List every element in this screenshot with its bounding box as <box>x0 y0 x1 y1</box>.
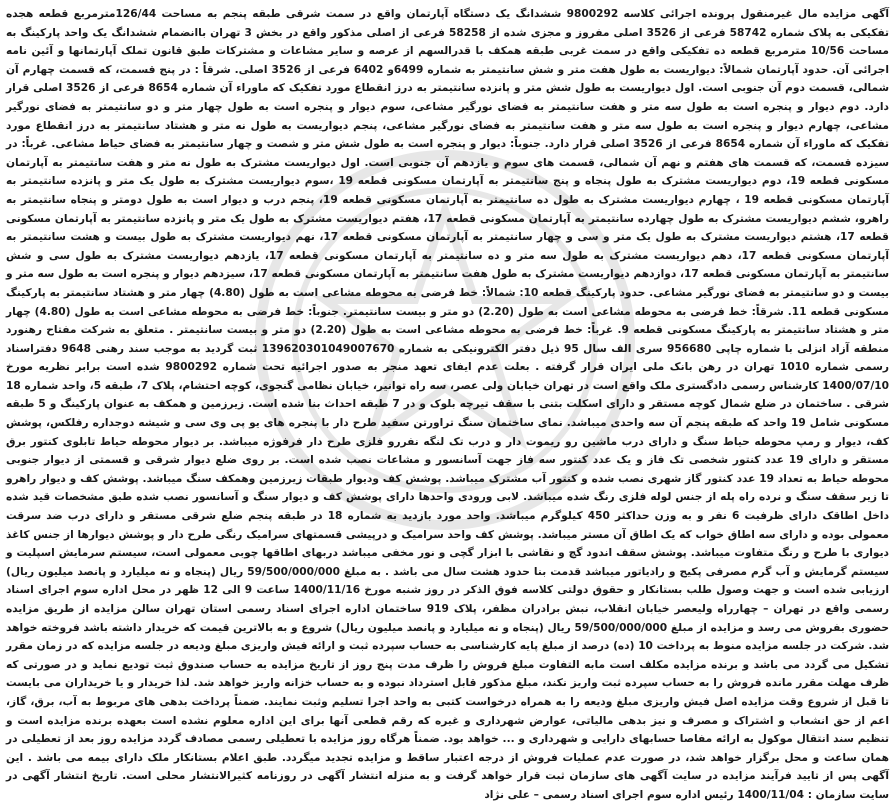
notice-sentence: جنوباً: خط فرضی به محوطه مشاعی است به طول (4.80) چهار متر و هشتاد سانتیمتر به پارکینگ مسکونی قطعه 9. <box>6 305 889 337</box>
notice-sentence: دوم دیوار و پنجره است به طول سه متر و هفت سانتیمتر به فضای نورگیر مشاعی، سوم دیوار و پنجره است به طول چهار متر و دو سانتیمتر به فضای نورگیر مشاعی، چهارم دیوار و پنجره است به طول سه متر و هفت سانتیمتر به فضای نورگیر مشاعی، پنجم دیواریست به طول نه متر و هشتاد سانتیمتر به درز انقطاع مورد تفکیک که ماوراء آن شماره 8654 فرعی از 3526 اصلی قرار دارد. <box>6 100 889 151</box>
notice-sentence: غرباً: در سیزده قسمت، که قسمت های هفتم و نهم آن شمالی، قسمت های سوم و یازدهم آن جنوبی است. <box>6 138 889 169</box>
notice-sentence: به مبلغ 59/500/000/000 ریال (پنجاه و نه میلیارد و پانصد میلیون ریال) ارزیابی شده است و جهت وصول طلب بستانکار و حقوق دولتی کلاسه فوق الذکر در روز شنبه مورخ 1400/11/16 ساعت 9 الی 12 ظهر در محل اداره سوم اجرای اسناد رسمی واقع در تهران – چهارراه ولیعصر خیابان انقلاب، نبش برادران مظفر، پلاک 919 ساختمان اداره اجرای اسناد رسمی استان تهران سالن مزایده از طریق مزایده حضوری بفروش می رسد و مزایده از مبلغ 59/500/000/000 ریال (پنجاه و نه میلیارد و پانصد میلیون ریال) شروع و به بالاترین قیمت که خریدار داشته باشد فروخته خواهد شد. <box>6 565 889 653</box>
notice-sentence: اول دیواریست به طول شش متر و پانزده سانتیمتر به درز انقطاع مورد تفکیک که ماوراء آن شماره 8654 فرعی از 3526 اصلی قرار دارد. <box>6 82 889 113</box>
notice-sentence: شرکت در جلسه مزایده منوط به پرداخت 10 (ده) درصد از مبلغ پایه کارشناسی به حساب سپرده ثبت و ارائه فیش واریزی مبلغ ودیعه در جلسه مزایده که در زمان مقرر تشکیل می گردد می باشد و برنده مزایده مکلف است مابه التفاوت مبلغ فروش را ظرف مدت پنج روز از تاریخ مزایده به حساب صندوق ثبت تودیع نماید و در صورتی که ظرف مهلت مقرر مانده فروش را به حساب سپرده ثبت واریز نکند، مبلغ مذکور قابل استرداد نبوده و به حساب خزانه واریز خواهد شد. <box>6 640 889 690</box>
notice-sentence: بعلت عدم ایفای تعهد منجر به صدور اجرائیه تحت شماره 9800292 شده است برابر نظریه مورخ 1400/07/10 کارشناس رسمی دادگستری ملک واقع است در تهران خیابان ولی عصر، سه راه توانیر، خیابان نظامی گنجوی، کوچه احتشام، پلاک 7، طبقه 5، واحد شماره 18 شرقی . <box>6 361 889 411</box>
notice-sentence: بر دیوار محوطه حیاط تابلوی کنتور برق مستقر و دارای 19 عدد کنتور شخصی تک فاز و یک عدد کنتور سه فاز جهت آسانسور و مشاعات نصب شده است. <box>6 435 889 467</box>
notice-sentence: حدود آپارتمان شمالاً: دیواریست به طول هفت متر و شش سانتیمتر به شماره 6499و 6402 فرعی از 3526 اصلی. <box>234 63 829 76</box>
notice-sentence: آگهی مزایده مال غیرمنقول پرونده اجرائی کلاسه 9800292 ششدانگ یک دستگاه آپارتمان واقع در سمت شرقی طبقه پنجم به مساحت 126/44مترمربع قطعه هجده تفکیکی به پلاک شماره 58742 فرعی از 3526 اصلی مفروز و مجزی شده از 58258 فرعی از اصلی مذکور واقع در بخش 3 تهران باانضمام ششدانگ یک واحد پارکینگ به مساحت 10/56 مترمربع قطعه ده تفکیکی واقع در سمت غربی طبقه همکف با قدرالسهم از عرصه و سایر مشاعات و مشترکات طبق قانون تملک آپارتمانها و آئین نامه اجرائی آن. <box>6 8 890 76</box>
notice-sentence: واحد مورد بازدید به شماره 18 در طبقه پنجم ضلع شرقی مستقر و دارای درب ضد سرقت معمولی بوده و دارای سه اطاق خواب که یک اطاق آن مستر میباشد. <box>6 510 889 541</box>
notice-sentence: پوشش سقف اندود گچ و نقاشی با ابزار گچی و نور مخفی میباشد دربهای اطاقها چوبی معمولی است، سیستم سرمایش اسپلیت و سیستم گرمایش و آب گرم مصرفی پکیج و رادیاتور میباشد قدمت بنا حدود هشت سال می باشد . <box>6 547 889 578</box>
notice-sentence: بر روی ضلع دیوار شرقی و قسمتی از دیوار جنوبی محوطه حیاط به تعداد 19 عدد کنتور گاز شهری نصب شده و کنتور آب مشترک میباشد. <box>6 454 889 485</box>
notice-sentence: ضمناً پرداخت بدهی های مربوط به آب، برق، گاز، اعم از حق انشعاب و اشتراک و مصرف و نیز بدهی مالیاتی، عوارض شهرداری و غیره که رقم قطعی آنها برای این اداره معلوم نشده است بعهده برنده مزایده است و تنظیم سند انتقال موکول به ارائه مفاصا حسابهای دارایی و شهرداری و ... خواهد بود. <box>6 695 889 746</box>
notice-sentence: پوشش کف ودیوار طبقات زیرزمین وهمکف سنگ میباشد. <box>142 472 442 485</box>
notice-sentence: غرباً: خط فرضی به محوطه مشاعی است به طول (2.20) دو متر و بیست سانتیمتر . <box>169 324 614 337</box>
notice-sentence: ساختمان در ضلع شمال کوچه مستقر و دارای اسکلت بتنی با سقف تیرچه بلوک و در 7 طبقه احداث بنا شده است. <box>248 398 843 411</box>
notice-sentence: طبق اعلام بستانکار ملک دارای بیمه می باشد . <box>27 751 278 764</box>
notice-sentence: متعلق به شرکت مفتاح رهنورد منطقه آزاد انزلی با شماره چاپی 956680 سری الف سال 95 ذیل دفتر الکترونیکی به شماره 139620301049007670 ثبت گردید به موجب سند رهنی 9648 دفتراسناد رسمی شماره 1010 تهران در رهن بانک ملی ایران قرار گرفته . <box>6 324 889 374</box>
notice-sentence: لذا خریدار و یا خریداران می بایست تا قبل از شروع وقت مزایده اصل فیش واریزی مبلغ ودیعه را به همراه درخواست کتبی به واحد اجرا تسلیم وثبت نمایند. <box>6 677 889 708</box>
notice-sentence: شرقاً : در پنج قسمت، که قسمت چهارم آن شمالی، قسمت دوم آن جنوبی است. <box>6 63 889 95</box>
notice-sentence: پوشش کف واحد سرامیک و درپیشی قسمتهای سرامیک رنگی طرح دار و پوشش دیوارها از جنس کاغذ دیواری با طرح و رنگ متفاوت میباشد. <box>6 528 889 560</box>
notice-sentence: زیرزمین و همکف به عنوان پارکینگ و 5 طبقه مسکونی شامل 19 واحد که طبقه پنجم آن سه واحدی میباشد. <box>6 398 890 430</box>
notice-sentence: ضمناً هرگاه روز مزایده با تعطیلی رسمی مصادف گردد مزایده روز بعد از تعطیلی در همان ساعت و محل برگزار خواهد شد، در صورت عدم عملیات فروش از درجه اعتبار ساقط و مزایده تجدید میگردد. <box>6 733 889 764</box>
notice-sentence: نمای ساختمان سنگ تراورتن سفید طرح دار با پنجره های یو پی وی سی و شیشه دوجداره رفلکس، پوشش کف، دیوار و رمپ محوطه حیاط سنگ و دارای درب ماشین رو ریموت دار و درب تک لنگه نفررو فلزی طرح دار فرفوژه میباشد. <box>6 417 890 448</box>
notice-sentence: حدود پارکینگ قطعه 10: شمالاً: خط فرضی به محوطه مشاعی است به طول (4.80) چهار متر و هشتاد سانتیمتر به پارکینگ مسکونی قطعه 11. <box>6 286 889 318</box>
notice-sentence: این آگهی پس از تایید فرآیند مزایده در سایت آگهی های سازمان ثبت قرار خواهد گرفت و به منزله انتشار آگهی در روزنامه کثیرالانتشار محلی است. <box>6 751 889 783</box>
notice-sentence: لابی ورودی واحدها دارای پوشش کف و دیوار سنگ و آسانسور نصب شده طبق مشخصات قید شده داخل اطاقک دارای ظرفیت 6 نفر و به وزن حداکثر 450 کیلوگرم میباشد. <box>6 491 890 523</box>
notice-sentence: اول دیواریست مشترک به طول نه متر و هفت سانتیمتر به آپارتمان مسکونی قطعه 19، دوم دیواریست مشترک به طول پنجاه و پنج سانتیمتر به آپارتمان مسکونی قطعه 19 ،سوم دیواریست مشترک به طول یک متر و پانزده سانتیمتر به آپارتمان مسکونی قطعه 19 ، چهارم دیواریست مشترک به طول ده سانتیمتر به آپارتمان مسکونی قطعه 19، پنجم درب و دیوار است به طول دومتر و پنجاه سانتیمتر به راهرو، ششم دیواریست مشترک به طول چهارده سانتیمتر به آپارتمان مسکونی قطعه 17، هفتم دیواریست مشترک به طول یک متر و پانزده سانتیمتر به آپارتمان مسکونی قطعه 17، هشتم دیواریست مشترک به طول یک متر و سی و چهار سانتیمتر به آپارتمان مسکونی قطعه 17، نهم دیواریست مشترک به طول بیست و هشت سانتیمتر به آپارتمان مسکونی قطعه 17، دهم دیواریست مشترک به طول سه متر و ده سانتیمتر به آپارتمان مسکونی قطعه 17، یازدهم دیواریست مشترک به طول سی و شش سانتیمتر به آپارتمان مسکونی قطعه 17، دوازدهم دیواریست مشترک به طول هفت سانتیمتر به آپارتمان مسکونی قطعه 17، سیزدهم دیوار و پنجره است به طول سه متر و بیست و دو سانتیمتر به فضای نورگیر مشاعی. <box>6 156 890 299</box>
auction-notice-body <box>6 5 889 805</box>
notice-sentence: شرقاً: خط فرضی به محوطه مشاعی است به طول (2.20) دو متر و بیست سانتیمتر. <box>342 305 784 318</box>
notice-sentence: پوشش کف و دیوار راهرو تا زیر سقف سنگ و نرده راه پله از جنس لوله فلزی رنگ شده میباشد. <box>6 472 889 504</box>
notice-sentence: جنوباً: دیوار و پنجره است به طول شش متر و شصت و چهار سانتیمتر به فضای حیاط مشاعی. <box>51 138 541 151</box>
notice-sentence: تاریخ انتشار آگهی در سایت سازمان : 1400/11/04 رئیس اداره سوم اجرای اسناد رسمی – علی نژاد <box>6 770 889 801</box>
